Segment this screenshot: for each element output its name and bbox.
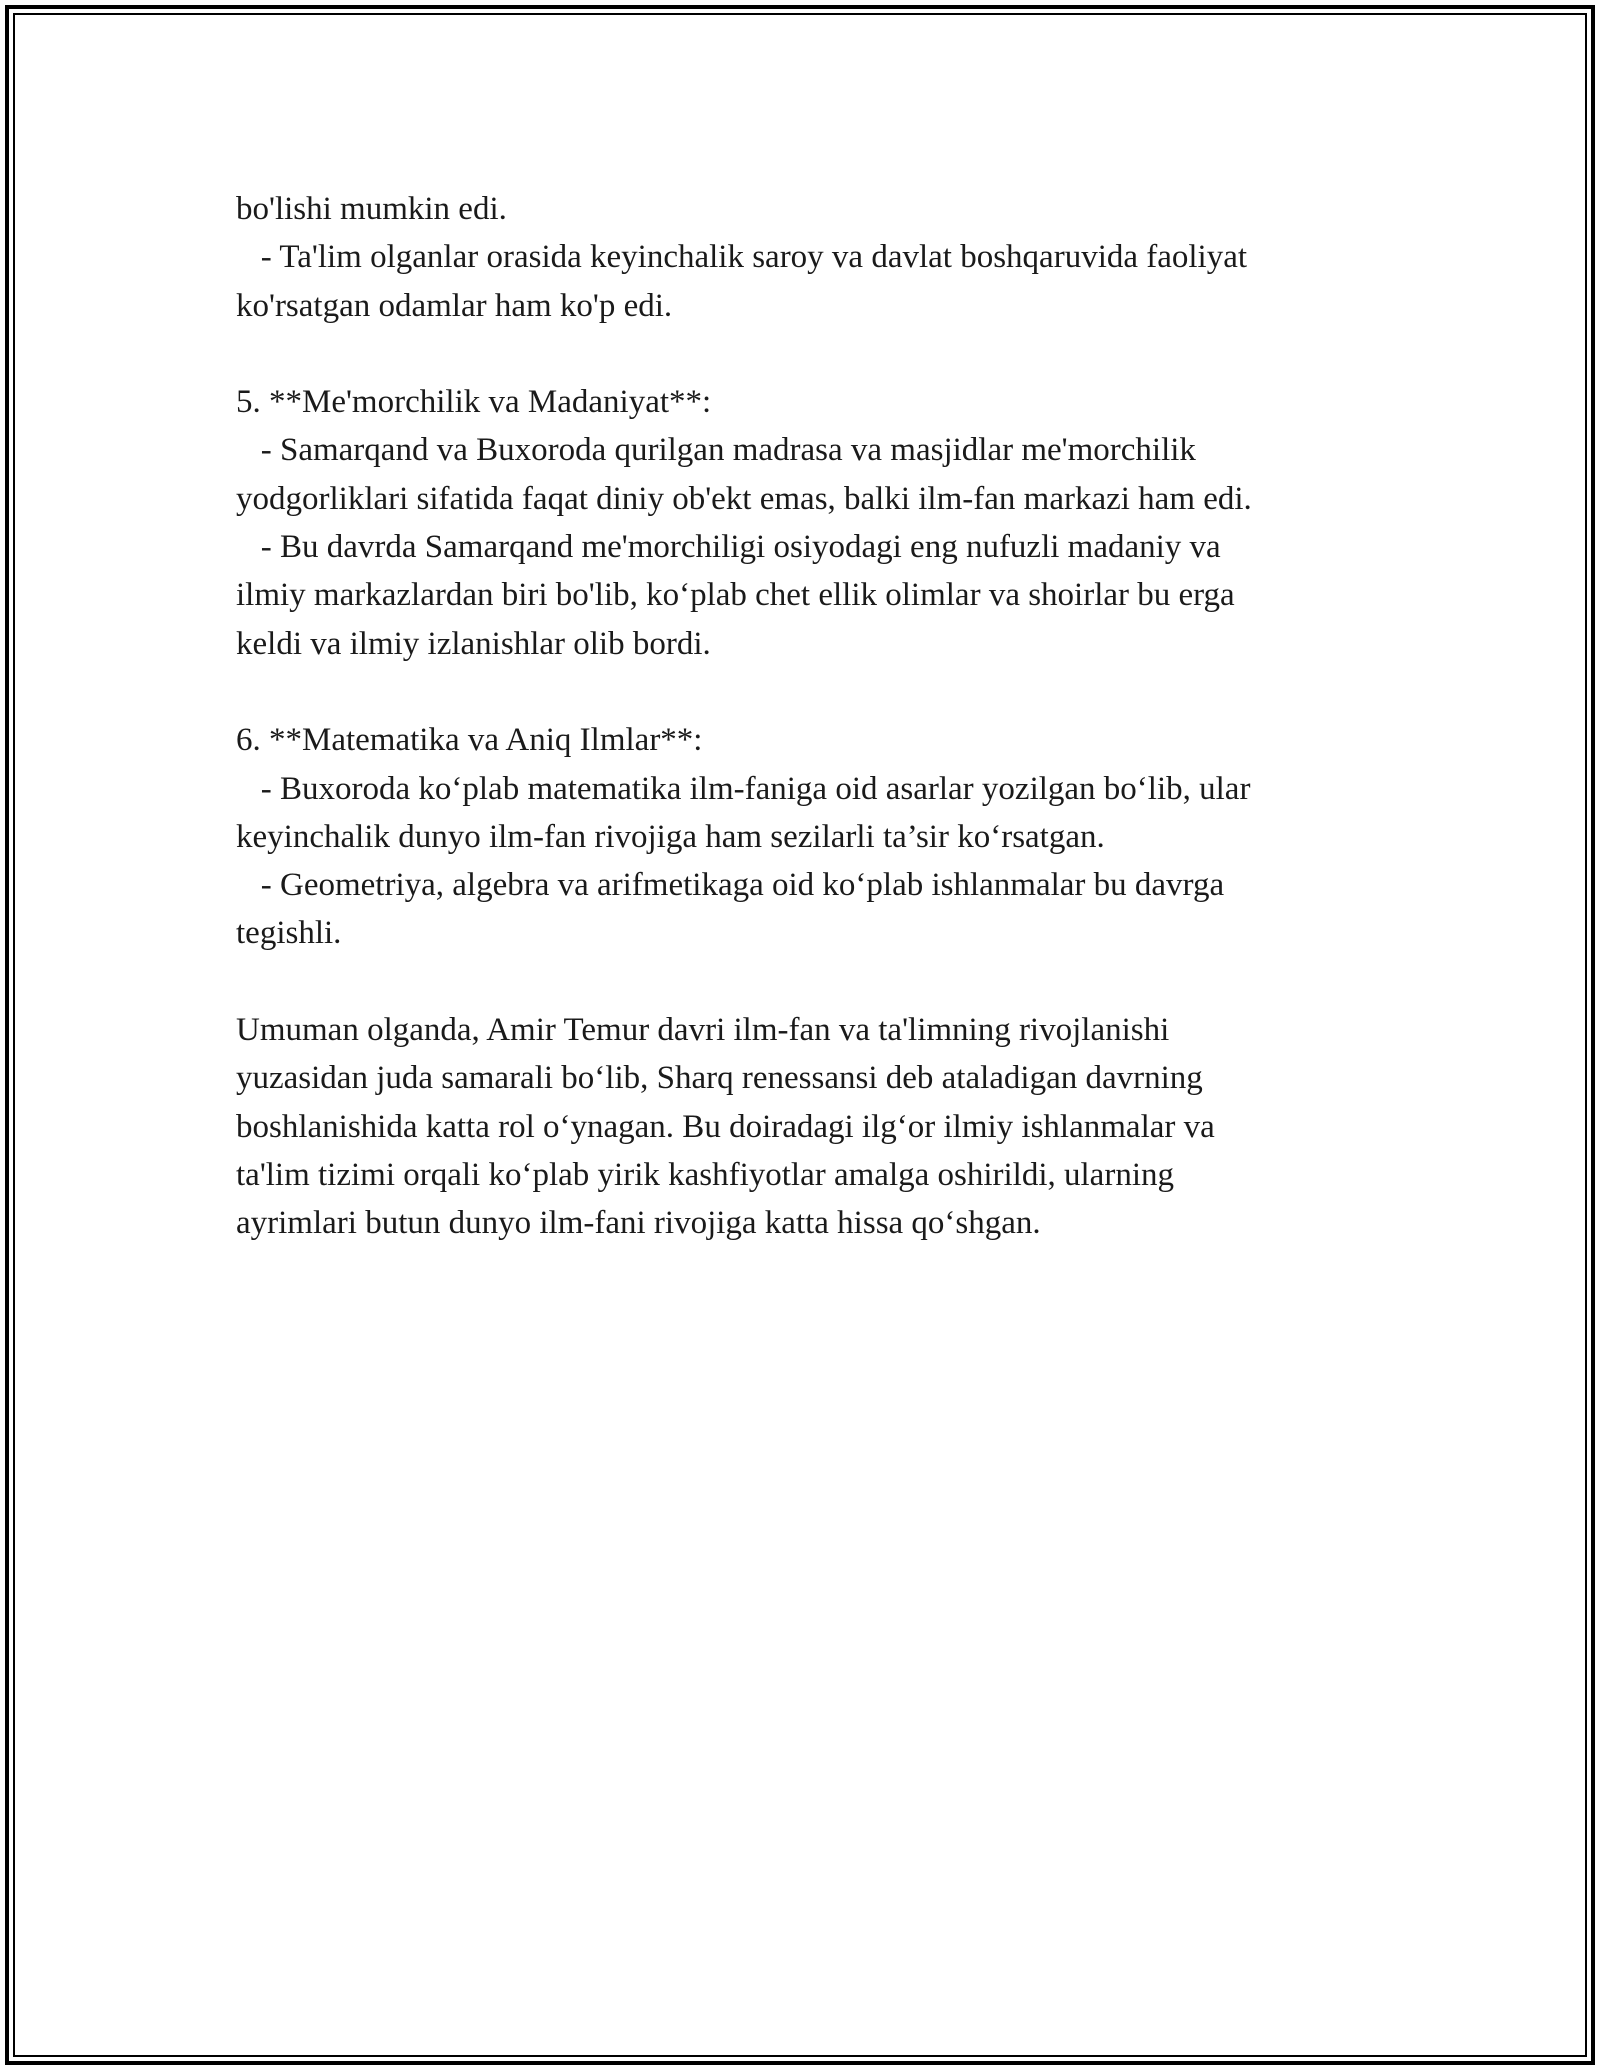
paragraph-gap — [236, 958, 1386, 1006]
text-line: ayrimlari butun dunyo ilm-fani rivojiga katta hissa qo‘shgan. — [236, 1205, 1041, 1242]
text-line: keldi va ilmiy izlanishlar olib bordi. — [236, 625, 711, 662]
section-architecture — [236, 378, 1386, 668]
text-line: ta'lim tizimi orqali ko‘plab yirik kashfiyotlar amalga oshirildi, ularning — [236, 1156, 1174, 1193]
text-line: - Geometriya, algebra va arifmetikaga oid ko‘plab ishlanmalar bu davrga — [236, 867, 1225, 904]
document-body — [236, 185, 1386, 1248]
text-line: - Samarqand va Buxoroda qurilgan madrasa va masjidlar me'morchilik — [236, 432, 1196, 469]
text-line: yuzasidan juda samarali bo‘lib, Sharq renessansi deb ataladigan davrning — [236, 1060, 1203, 1097]
text-line: boshlanishida katta rol o‘ynagan. Bu doiradagi ilg‘or ilmiy ishlanmalar va — [236, 1108, 1215, 1145]
text-line: ko'rsatgan odamlar ham ko'p edi. — [236, 287, 673, 324]
section-mathematics — [236, 716, 1386, 957]
text-line: - Buxoroda ko‘plab matematika ilm-faniga oid asarlar yozilgan bo‘lib, ular — [236, 770, 1251, 807]
text-line: bo'lishi mumkin edi. — [236, 191, 507, 227]
paragraph-gap — [236, 668, 1386, 716]
text-line: tegishli. — [236, 915, 342, 952]
text-line: Umuman olganda, Amir Temur davri ilm-fan va ta'limning rivojlanishi — [236, 1012, 1170, 1049]
text-line: - Ta'lim olganlar orasida keyinchalik saroy va davlat boshqaruvida faoliyat — [236, 239, 1248, 276]
text-line: ilmiy markazlardan biri bo'lib, ko‘plab chet ellik olimlar va shoirlar bu erga — [236, 577, 1235, 614]
text-line: yodgorliklari sifatida faqat diniy ob'ekt emas, balki ilm-fan markazi ham edi. — [236, 480, 1252, 517]
section-heading: 5. **Me'morchilik va Madaniyat**: — [236, 384, 712, 421]
text-line: - Bu davrda Samarqand me'morchiligi osiyodagi eng nufuzli madaniy va — [236, 529, 1221, 566]
paragraph-conclusion — [236, 1006, 1386, 1247]
text-line: keyinchalik dunyo ilm-fan rivojiga ham sezilarli ta’sir ko‘rsatgan. — [236, 818, 1105, 855]
paragraph-continuation — [236, 185, 1386, 330]
section-heading: 6. **Matematika va Aniq Ilmlar**: — [236, 722, 703, 759]
paragraph-gap — [236, 330, 1386, 378]
